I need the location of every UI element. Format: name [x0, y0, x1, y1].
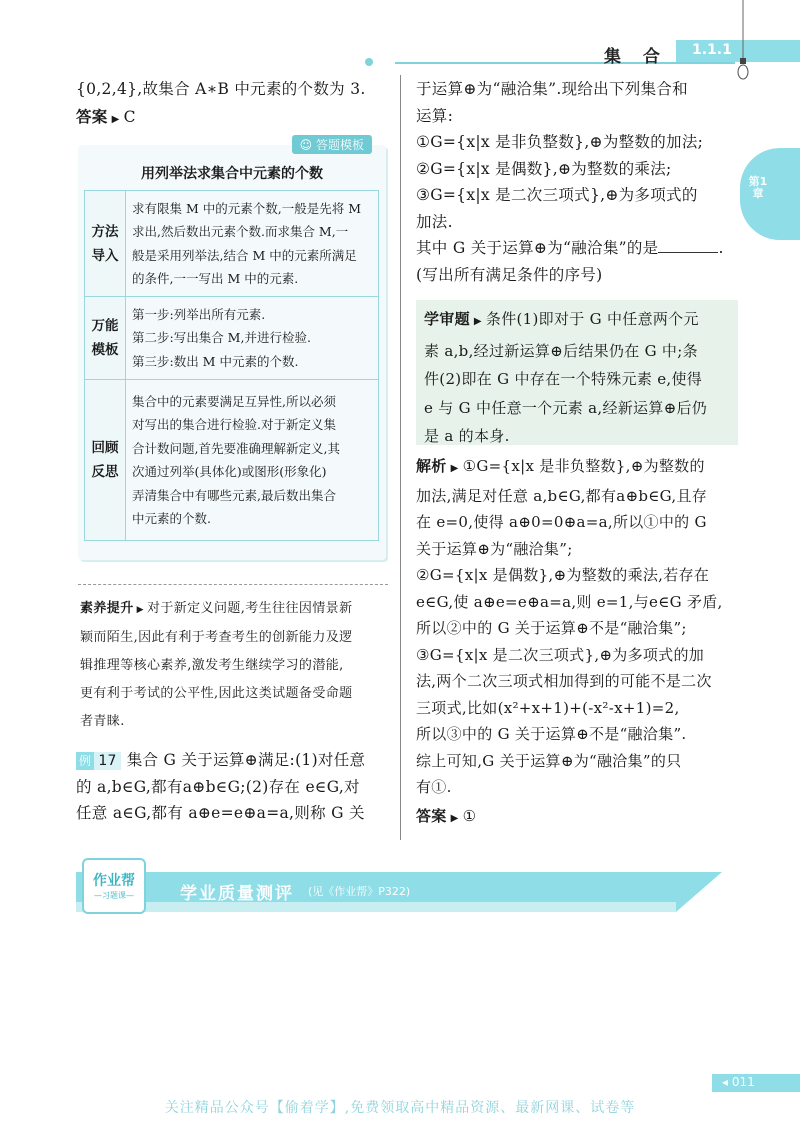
answer-left [76, 104, 136, 134]
answer-value: ① [462, 806, 477, 825]
summary-row [85, 297, 379, 380]
row-label: 方法导入 [85, 191, 126, 297]
answer-value: C [123, 108, 136, 126]
literacy-block: 素养提升 ▶ 对于新定义问题,考生往往因情景新 颖而陌生,因此有利于考查考生的创新能力及逻 辑推理等核心素养,激发考生继续学习的潜能, 更有利于考试的公平性,因此这类试题备受命题 者青睐. [80, 601, 353, 729]
summary-box [78, 138, 386, 560]
header-section: 1.1.1 [692, 42, 732, 58]
summary-tag: ☺ 答题模板 [292, 135, 372, 154]
column-divider [400, 75, 401, 840]
analysis-label: 解析 [416, 457, 447, 475]
triangle-icon: ▶ [450, 463, 459, 474]
watermark: 关注精品公众号【偷着学】,免费领取高中精品资源、最新网课、试卷等 [164, 1100, 636, 1116]
literacy-label: 素养提升 [80, 601, 134, 616]
banner-title: 学业质量测评 [180, 884, 294, 904]
triangle-icon: ▶ [450, 812, 459, 824]
row-label: 万能模板 [85, 297, 126, 380]
triangle-icon: ▶ [473, 316, 482, 327]
row-content: 求有限集 M 中的元素个数,一般是先将 M 求出,然后数出元素个数.而求集合 M,一 般是采用列举法,结合 M 中的元素所满足 的条件,一一写出 M 中的元素. [126, 191, 379, 297]
header-title: 集 合 [604, 47, 668, 67]
review-text: 学审题 ▶ 条件(1)即对于 G 中任意两个元 素 a,b,经过新运算⊕后结果仍在 G 中;条 件(2)即在 G 中存在一个特殊元素 e,使得 e 与 G 中任意一个元素 a,经新运算⊕后仍 是 a 的本身. [424, 310, 708, 445]
answer-label: 答案 [416, 806, 447, 825]
triangle-icon: ▶ [136, 605, 144, 615]
page-arrow-icon: ◂ [722, 1075, 729, 1089]
banner-ref: (见《作业帮》P322) [308, 885, 411, 898]
row-content: 第一步:列举出所有元素. 第二步:写出集合 M,并进行检验. 第三步:数出 M 中元素的个数. [126, 297, 379, 380]
summary-row [85, 191, 379, 297]
triangle-icon: ▶ [111, 114, 120, 125]
example-tag: 例 [76, 752, 94, 770]
header-rule-dot [365, 58, 373, 66]
summary-table [84, 190, 379, 541]
bulb-icon [736, 0, 750, 82]
header-rule [395, 62, 735, 64]
analysis-text: 解析 ▶ ①G={x|x 是非负整数},⊕为整数的 加法,满足对任意 a,b∈G,都有a⊕b∈G,且存 在 e=0,使得 a⊕0=0⊕a=a,所以①中的 G 关于运算⊕为“融洽集”; ②G={x|x 是偶数},⊕为整数的乘法,若存在 e∈G,使 a⊕e=e⊕a=a,则 e=1,与e∈G 矛盾, 所以②中的 G 关于运算⊕不是“融洽集”; ③G={x|x 是二次三项式},⊕为多项式的加 法,两个二次三项式相加得到的可能不是二次 三项式,比如(x²+x+1)+(-x²-x+1)=2, 所以③中的 G 关于运算⊕不是“融洽集”. 综上可知,G 关于运算⊕为“融洽集”的只 有①. 答案 ▶ ① [416, 457, 723, 825]
example-17: 例 17 集合 G 关于运算⊕满足:(1)对任意 的 a,b∈G,都有a⊕b∈G;(2)存在 e∈G,对 任意 a∈G,都有 a⊕e=e⊕a=a,则称 G 关 [76, 751, 366, 822]
page-number: ◂ 011 [722, 1075, 755, 1089]
summary-row [85, 380, 379, 541]
review-label: 学审题 [424, 310, 470, 328]
row-content: 集合中的元素要满足互异性,所以必须 对写出的集合进行检验.对于新定义集 合计数问题,首先要准确理解新定义,其 次通过列举(具体化)或图形(形象化) 弄清集合中有哪些元素,最后数出集合 中元素的个数. [126, 380, 379, 541]
problem-text: 于运算⊕为“融洽集”.现给出下列集合和 运算: ①G={x|x 是非负整数},⊕为整数的加法; ②G={x|x 是偶数},⊕为整数的乘法; ③G={x|x 是二次三项式},⊕为多项式的 加法. 其中 G 关于运算⊕为“融洽集”的是 . (写出所有满足条件的序号) [416, 80, 724, 284]
chapter-side-label: 第1章 [748, 175, 768, 200]
continuation-line: {0,2,4},故集合 A∗B 中元素的个数为 3. [76, 80, 366, 98]
template-icon: ☺ [299, 138, 313, 152]
dashed-separator [78, 584, 388, 585]
homework-logo: 作业帮 —习题课— [82, 858, 146, 914]
row-label: 回顾反思 [85, 380, 126, 541]
example-number: 17 [94, 752, 120, 770]
quality-banner [76, 872, 722, 912]
answer-label: 答案 [76, 108, 108, 126]
summary-title: 用列举法求集合中元素的个数 [141, 166, 323, 182]
answer-blank [658, 252, 718, 253]
